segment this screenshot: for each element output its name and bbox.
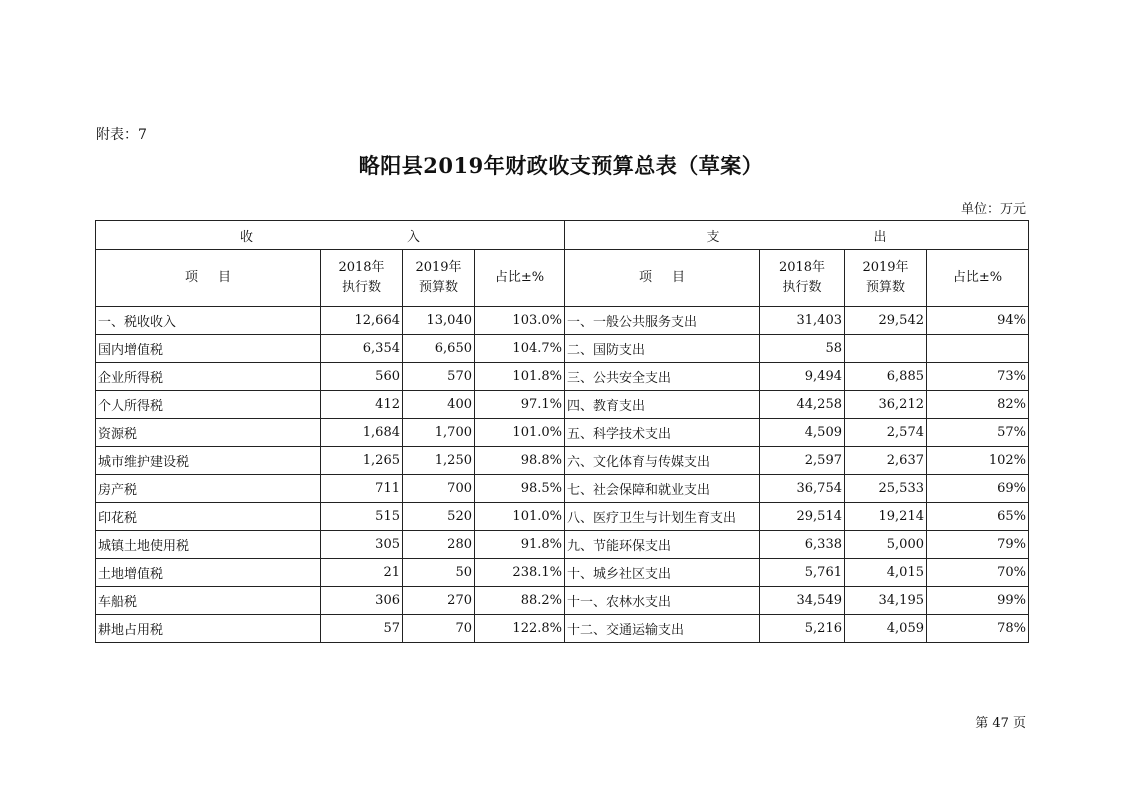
- table-body: [96, 307, 1029, 643]
- expense-2019-cell: 4,015: [845, 559, 927, 587]
- income-2018-cell: 305: [321, 531, 403, 559]
- expense-ratio-cell: 79%: [927, 531, 1029, 559]
- expense-2019-cell: 25,533: [845, 475, 927, 503]
- expense-item-cell: 六、文化体育与传媒支出: [565, 447, 760, 475]
- income-2019-cell: 570: [403, 363, 475, 391]
- income-ratio-cell: 91.8%: [475, 531, 565, 559]
- appendix-label: 附表：7: [96, 127, 147, 143]
- income-ratio-cell: 238.1%: [475, 559, 565, 587]
- expense-2018-cell: 5,761: [760, 559, 845, 587]
- expense-2018-cell: 5,216: [760, 615, 845, 643]
- income-2019-cell: 280: [403, 531, 475, 559]
- income-item-cell: 国内增值税: [96, 335, 321, 363]
- expense-item-cell: 五、科学技术支出: [565, 419, 760, 447]
- expense-section-header: 支 出: [565, 221, 1029, 250]
- expense-2018-cell: 34,549: [760, 587, 845, 615]
- income-2019-cell: 700: [403, 475, 475, 503]
- expense-2019-cell: 2,574: [845, 419, 927, 447]
- expense-item-cell: 十一、农林水支出: [565, 587, 760, 615]
- income-item-cell: 耕地占用税: [96, 615, 321, 643]
- income-2019-cell: 70: [403, 615, 475, 643]
- income-ratio-cell: 101.0%: [475, 419, 565, 447]
- table-row: [96, 615, 1029, 643]
- income-ratio-cell: 101.0%: [475, 503, 565, 531]
- expense-item-cell: 九、节能环保支出: [565, 531, 760, 559]
- income-2019-cell: 13,040: [403, 307, 475, 335]
- expense-2018-cell: 29,514: [760, 503, 845, 531]
- expense-ratio-cell: 102%: [927, 447, 1029, 475]
- income-item-cell: 印花税: [96, 503, 321, 531]
- income-2018-cell: 711: [321, 475, 403, 503]
- page-title: 略阳县2019年财政收支预算总表（草案）: [358, 153, 764, 178]
- table-row: [96, 587, 1029, 615]
- income-item-cell: 企业所得税: [96, 363, 321, 391]
- income-item-cell: 个人所得税: [96, 391, 321, 419]
- expense-ratio-cell: 65%: [927, 503, 1029, 531]
- income-2018-cell: 1,265: [321, 447, 403, 475]
- expense-2018-cell: 31,403: [760, 307, 845, 335]
- expense-2018-cell: 58: [760, 335, 845, 363]
- income-2019-cell: 270: [403, 587, 475, 615]
- expense-2018-cell: 44,258: [760, 391, 845, 419]
- table-row: [96, 531, 1029, 559]
- income-2019-cell: 520: [403, 503, 475, 531]
- table-row: [96, 503, 1029, 531]
- income-2018-cell: 57: [321, 615, 403, 643]
- expense-item-cell: 十、城乡社区支出: [565, 559, 760, 587]
- income-item-cell: 房产税: [96, 475, 321, 503]
- income-2019-cell: 1,250: [403, 447, 475, 475]
- income-2019-cell: 1,700: [403, 419, 475, 447]
- income-item-cell: 车船税: [96, 587, 321, 615]
- income-2018-cell: 21: [321, 559, 403, 587]
- income-ratio-cell: 98.8%: [475, 447, 565, 475]
- expense-item-cell: 十二、交通运输支出: [565, 615, 760, 643]
- expense-item-cell: 二、国防支出: [565, 335, 760, 363]
- expense-2019-cell: 29,542: [845, 307, 927, 335]
- income-2019-header: 2019年 预算数: [403, 250, 475, 307]
- expense-item-header: 项 目: [565, 250, 760, 307]
- expense-ratio-cell: 94%: [927, 307, 1029, 335]
- income-2018-header: 2018年 执行数: [321, 250, 403, 307]
- budget-table: [95, 220, 1029, 643]
- expense-ratio-cell: [927, 335, 1029, 363]
- expense-2019-cell: 5,000: [845, 531, 927, 559]
- income-item-cell: 城镇土地使用税: [96, 531, 321, 559]
- expense-ratio-cell: 99%: [927, 587, 1029, 615]
- unit-label: 单位：万元: [960, 202, 1026, 217]
- expense-ratio-cell: 78%: [927, 615, 1029, 643]
- income-item-cell: 土地增值税: [96, 559, 321, 587]
- income-2018-cell: 560: [321, 363, 403, 391]
- income-2018-cell: 1,684: [321, 419, 403, 447]
- income-ratio-cell: 101.8%: [475, 363, 565, 391]
- income-2019-cell: 50: [403, 559, 475, 587]
- income-2018-cell: 306: [321, 587, 403, 615]
- expense-ratio-cell: 82%: [927, 391, 1029, 419]
- expense-item-cell: 七、社会保障和就业支出: [565, 475, 760, 503]
- expense-item-cell: 三、公共安全支出: [565, 363, 760, 391]
- expense-ratio-header: 占比±%: [927, 250, 1029, 307]
- table-row: [96, 419, 1029, 447]
- table-row: [96, 475, 1029, 503]
- expense-item-cell: 八、医疗卫生与计划生育支出: [565, 503, 760, 531]
- expense-2018-header: 2018年 执行数: [760, 250, 845, 307]
- expense-2019-cell: 36,212: [845, 391, 927, 419]
- table-row: [96, 391, 1029, 419]
- income-2019-cell: 400: [403, 391, 475, 419]
- table-row: [96, 559, 1029, 587]
- income-item-header: 项 目: [96, 250, 321, 307]
- income-2019-cell: 6,650: [403, 335, 475, 363]
- expense-ratio-cell: 73%: [927, 363, 1029, 391]
- income-ratio-cell: 88.2%: [475, 587, 565, 615]
- income-ratio-cell: 104.7%: [475, 335, 565, 363]
- expense-2018-cell: 2,597: [760, 447, 845, 475]
- income-section-header: 收 入: [96, 221, 565, 250]
- income-2018-cell: 515: [321, 503, 403, 531]
- expense-2019-cell: 34,195: [845, 587, 927, 615]
- table-row: [96, 307, 1029, 335]
- expense-2018-cell: 9,494: [760, 363, 845, 391]
- table-row: [96, 447, 1029, 475]
- income-ratio-cell: 98.5%: [475, 475, 565, 503]
- expense-2019-cell: 4,059: [845, 615, 927, 643]
- expense-item-cell: 四、教育支出: [565, 391, 760, 419]
- expense-2019-header: 2019年 预算数: [845, 250, 927, 307]
- income-ratio-cell: 103.0%: [475, 307, 565, 335]
- expense-2019-cell: 2,637: [845, 447, 927, 475]
- income-ratio-cell: 122.8%: [475, 615, 565, 643]
- expense-2018-cell: 6,338: [760, 531, 845, 559]
- expense-ratio-cell: 57%: [927, 419, 1029, 447]
- expense-item-cell: 一、一般公共服务支出: [565, 307, 760, 335]
- page-number: 第 47 页: [975, 716, 1026, 731]
- table-row: [96, 335, 1029, 363]
- income-item-cell: 一、税收收入: [96, 307, 321, 335]
- expense-2018-cell: 4,509: [760, 419, 845, 447]
- income-item-cell: 资源税: [96, 419, 321, 447]
- income-ratio-header: 占比±%: [475, 250, 565, 307]
- expense-2019-cell: [845, 335, 927, 363]
- table-row: [96, 363, 1029, 391]
- expense-ratio-cell: 69%: [927, 475, 1029, 503]
- expense-2018-cell: 36,754: [760, 475, 845, 503]
- income-2018-cell: 12,664: [321, 307, 403, 335]
- income-item-cell: 城市维护建设税: [96, 447, 321, 475]
- expense-2019-cell: 19,214: [845, 503, 927, 531]
- expense-2019-cell: 6,885: [845, 363, 927, 391]
- income-2018-cell: 6,354: [321, 335, 403, 363]
- income-2018-cell: 412: [321, 391, 403, 419]
- income-ratio-cell: 97.1%: [475, 391, 565, 419]
- expense-ratio-cell: 70%: [927, 559, 1029, 587]
